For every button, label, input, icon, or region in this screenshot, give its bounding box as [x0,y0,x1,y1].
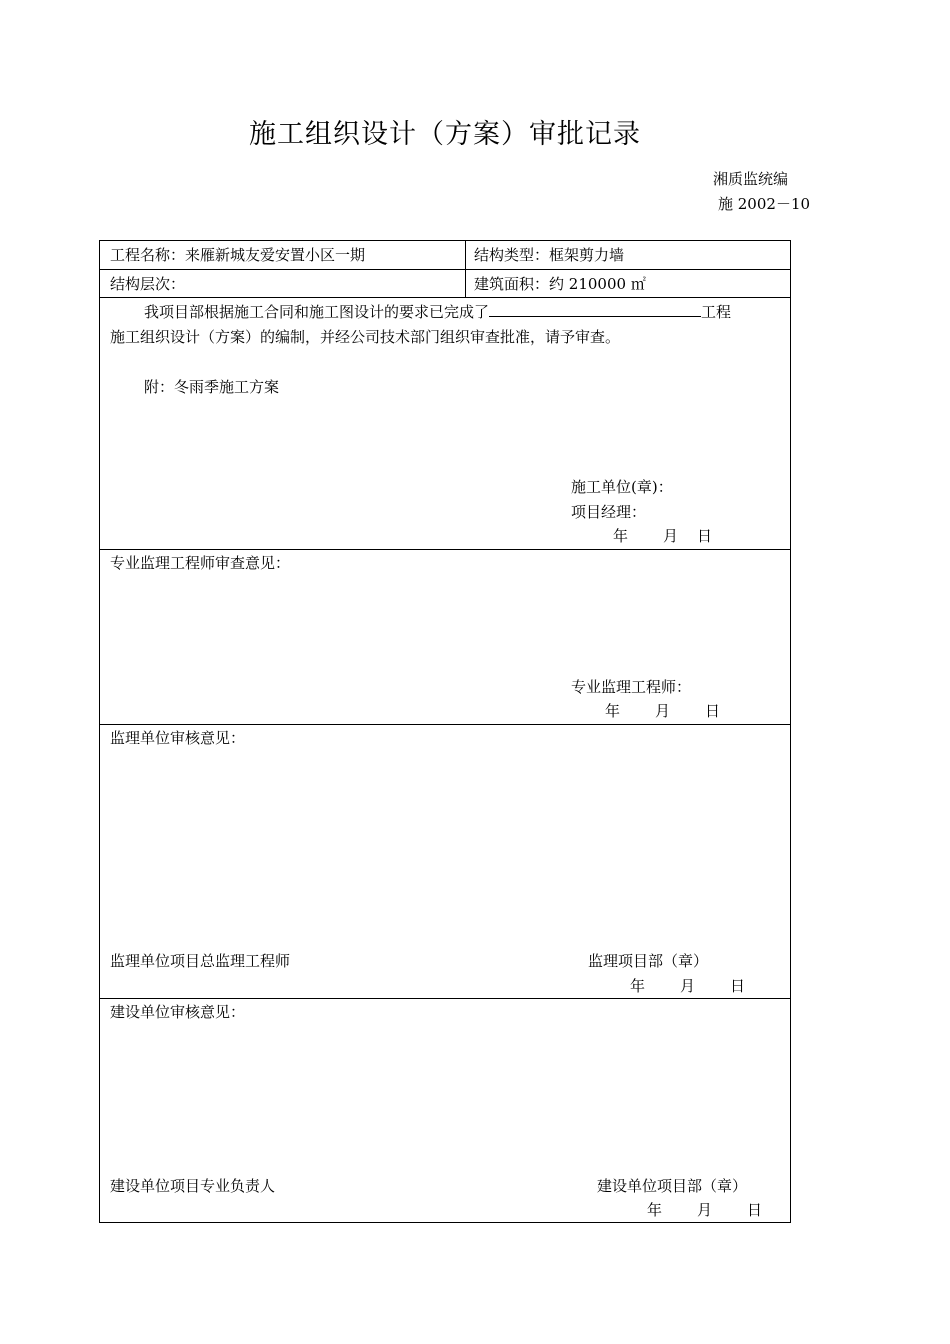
structure-type-value[interactable]: 框架剪力墙 [549,246,625,264]
row-divider [100,549,790,550]
form-code-number: 施 2002－10 [718,195,811,213]
row-divider [100,269,790,270]
column-divider [465,241,466,297]
statement-text-suffix: 工程 [701,303,732,321]
date-day: 日 [747,1201,763,1219]
row-divider [100,297,790,298]
attachment-note: 附：冬雨季施工方案 [144,378,280,396]
project-name-value[interactable]: 来雁新城友爱安置小区一期 [185,246,366,264]
date-day: 日 [730,977,746,995]
date-year: 年 [630,977,646,995]
row-divider [100,724,790,725]
structure-type-label: 结构类型： [474,246,550,264]
statement-text: 我项目部根据施工合同和施工图设计的要求已完成了 [144,303,490,321]
approval-form-table [99,240,791,1223]
supervision-opinion-label: 监理单位审核意见： [110,729,246,747]
area-label: 建筑面积： [474,275,550,293]
engineer-opinion-label: 专业监理工程师审查意见： [110,554,291,572]
supervision-seal-label: 监理项目部（章） [588,952,709,970]
area-cell [474,274,646,294]
date-month: 月 [663,527,679,545]
date-year: 年 [613,527,629,545]
owner-seal-label: 建设单位项目部（章） [597,1177,748,1195]
date-day: 日 [705,702,721,720]
form-code-publisher: 湘质监统编 [713,170,789,188]
project-name-label: 工程名称： [110,246,186,264]
date-month: 月 [697,1201,713,1219]
project-manager-label: 项目经理： [571,503,647,521]
area-value[interactable]: 约 210000 ㎡ [549,275,646,293]
project-blank-field[interactable] [489,302,701,317]
statement-line-1 [144,302,731,322]
floors-label: 结构层次： [110,275,186,293]
owner-responsible-label: 建设单位项目专业负责人 [110,1177,276,1195]
project-name-cell [110,245,365,265]
date-day: 日 [697,527,713,545]
owner-opinion-label: 建设单位审核意见： [110,1003,246,1021]
page-title: 施工组织设计（方案）审批记录 [249,119,641,150]
floors-cell [110,274,185,294]
contractor-seal-label: 施工单位(章)： [571,478,673,496]
engineer-signer-label: 专业监理工程师： [571,678,692,696]
date-year: 年 [647,1201,663,1219]
chief-engineer-label: 监理单位项目总监理工程师 [110,952,291,970]
statement-line-2: 施工组织设计（方案）的编制，并经公司技术部门组织审查批准，请予审查。 [110,328,621,346]
structure-type-cell [474,245,624,265]
date-year: 年 [605,702,621,720]
row-divider [100,998,790,999]
date-month: 月 [655,702,671,720]
date-month: 月 [680,977,696,995]
